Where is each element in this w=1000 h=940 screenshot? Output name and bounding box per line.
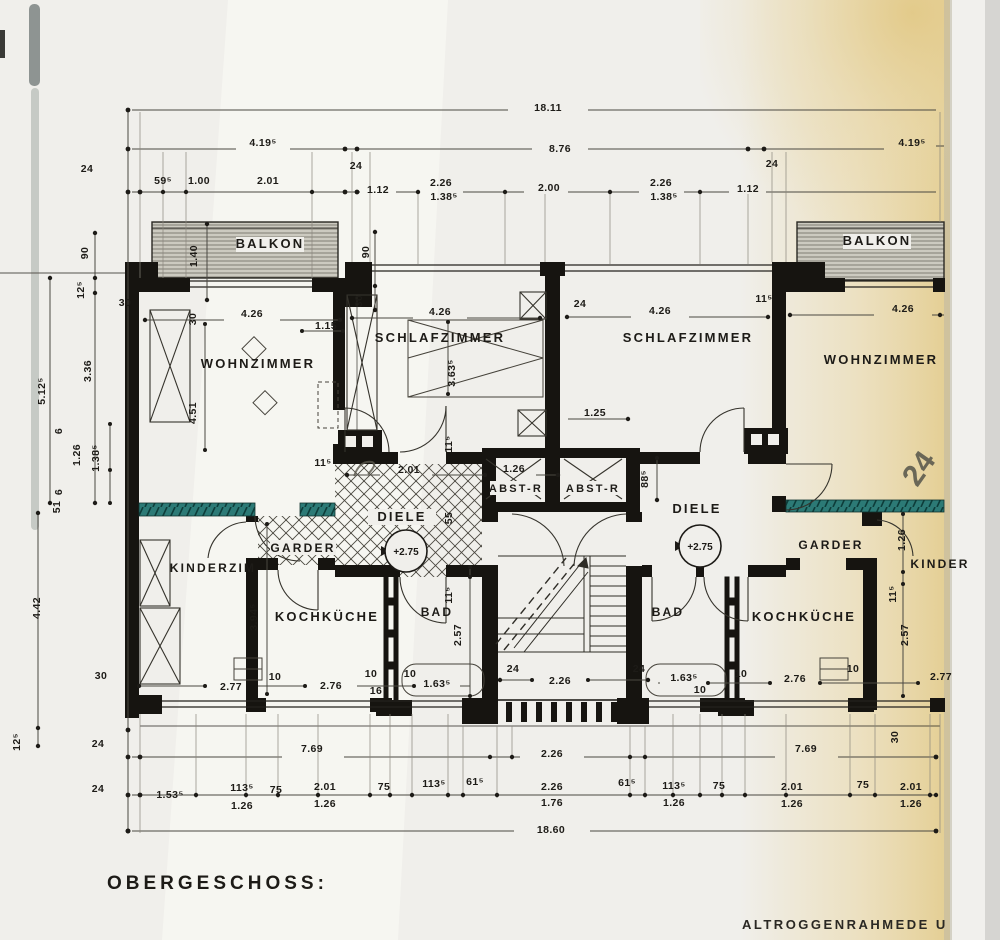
dim-label: 6: [53, 488, 65, 496]
dim-label: 4.26: [648, 305, 672, 317]
room-label: BAD: [420, 605, 454, 619]
dim-label: 24: [91, 783, 105, 795]
room-label: SCHLAFZIMMER: [374, 330, 506, 345]
dim-label: 75: [712, 780, 726, 792]
dim-label: 10: [846, 663, 860, 675]
dim-label: 1.26: [502, 463, 526, 475]
dim-label: 1.38⁵: [90, 444, 102, 472]
dim-label: 2.26: [649, 177, 673, 189]
dim-label: 61⁵: [618, 777, 636, 789]
dim-label: 1.63⁵: [423, 678, 451, 690]
dim-label: 18.11: [534, 102, 562, 114]
dim-label: 4.26: [891, 303, 915, 315]
dim-label: 2.00: [537, 182, 561, 194]
dim-label: 11⁵: [443, 435, 455, 453]
dim-label: 2.01: [256, 175, 280, 187]
dim-label: 3.63⁵: [446, 359, 458, 387]
dim-label: 8.76: [548, 143, 572, 155]
dim-label: 113⁵: [662, 780, 686, 792]
dim-label: 61⁵: [466, 776, 484, 788]
room-label: KINDER: [910, 557, 970, 571]
dim-label: 16: [369, 685, 383, 697]
dim-label: 51: [51, 500, 63, 514]
dim-label: 24: [506, 663, 520, 675]
plan-title: OBERGESCHOSS:: [107, 873, 328, 894]
dim-label: 1.26: [71, 443, 83, 467]
dim-label: 24: [573, 298, 587, 310]
dim-label: 1.26: [662, 797, 686, 809]
dim-label: 10: [364, 668, 378, 680]
dim-label: 30: [353, 294, 365, 308]
dim-label: 2.77: [929, 671, 953, 683]
sheet-edge-seam: [944, 0, 952, 940]
dim-label: 1.25: [583, 407, 607, 419]
dim-label: 2.77: [219, 681, 243, 693]
dim-label: 12⁵: [75, 281, 87, 299]
dim-label: 2.76: [319, 680, 343, 692]
room-label: KOCHKÜCHE: [751, 609, 857, 624]
dim-label: 1.40: [188, 244, 200, 268]
room-label: KINDERZIM: [169, 561, 257, 575]
room-label: KOCHKÜCHE: [274, 609, 380, 624]
dim-label: 1.26: [896, 528, 908, 552]
dim-label: 1.38⁵: [650, 191, 678, 203]
dim-label: 11⁵: [314, 457, 332, 469]
dim-label: 30: [889, 730, 901, 744]
room-label: ABST-R: [565, 483, 621, 495]
dim-label: 10: [403, 668, 417, 680]
dim-label: 75: [377, 781, 391, 793]
dim-label: 10: [693, 684, 707, 696]
dim-label: 1.63⁵: [670, 672, 698, 684]
dim-label: 7.69: [794, 743, 818, 755]
dim-label: 3.94⁵: [248, 603, 260, 631]
background-strip: [985, 0, 1000, 940]
dim-label: 59⁵: [154, 175, 172, 187]
dim-label: 1.76: [540, 797, 564, 809]
dim-label: 2.26: [429, 177, 453, 189]
dim-label: 10: [268, 671, 282, 683]
dim-label: 24: [632, 663, 646, 675]
room-label: BALKON: [235, 236, 305, 251]
room-label: WOHNZIMMER: [200, 356, 316, 371]
dim-label: 2.01: [899, 781, 923, 793]
dim-label: 1.26: [313, 798, 337, 810]
dim-label: 1.38⁵: [430, 191, 458, 203]
dim-label: 4.26: [240, 308, 264, 320]
dim-label: 11⁵: [887, 585, 899, 603]
dim-label: 1.26: [780, 798, 804, 810]
dim-label: 24: [765, 158, 779, 170]
room-label: BAD: [651, 605, 685, 619]
dim-label: 88⁵: [639, 470, 651, 488]
dim-label: 6: [53, 427, 65, 435]
dim-label: 75: [856, 779, 870, 791]
dim-label: 75: [269, 784, 283, 796]
dim-label: 2.26: [540, 781, 564, 793]
dim-label: 113⁵: [422, 778, 446, 790]
dim-label: 24: [349, 160, 363, 172]
dim-label: 2.01: [780, 781, 804, 793]
dim-label: 7.69: [300, 743, 324, 755]
room-label: DIELE: [377, 509, 427, 524]
pencil-annotation: 24: [895, 445, 943, 493]
dim-label: 30: [118, 297, 132, 309]
dim-label: 24: [80, 163, 94, 175]
room-label: WOHNZIMMER: [823, 352, 939, 367]
dim-label: 11⁵: [755, 293, 773, 305]
dim-label: 11⁵: [443, 586, 455, 604]
dim-label: 1.00: [187, 175, 211, 187]
dim-label: 90: [79, 246, 91, 260]
dim-label: 5.12⁵: [36, 377, 48, 405]
room-label: DIELE: [672, 501, 722, 516]
dim-label: 2.01: [313, 781, 337, 793]
dim-label: 4.26: [428, 306, 452, 318]
scan-artifact-line: [31, 88, 39, 530]
scan-artifact-bar: [29, 4, 40, 86]
room-label: GARDER: [270, 541, 336, 555]
dim-label: 1.26: [899, 798, 923, 810]
dim-label: 12⁵: [11, 733, 23, 751]
dim-label: 4.19⁵: [898, 137, 926, 149]
room-label: ABST-R: [488, 483, 544, 495]
dim-label: 2.57: [452, 623, 464, 647]
dim-label: 30: [94, 670, 108, 682]
level-marker-value: +2.75: [393, 547, 419, 558]
dim-label: 2.26: [548, 675, 572, 687]
dim-label: 55: [443, 511, 455, 525]
dim-label: 4.51: [187, 401, 199, 425]
room-label: SCHLAFZIMMER: [622, 330, 754, 345]
level-marker-value: +2.75: [687, 542, 713, 553]
room-label: BALKON: [842, 233, 912, 248]
dim-label: 2.01: [397, 464, 421, 476]
dim-label: 113⁵: [230, 782, 254, 794]
dim-label: 1.26: [230, 800, 254, 812]
dim-label: 1.12: [366, 184, 390, 196]
dim-label: 2.57: [899, 623, 911, 647]
dim-label: 30: [187, 312, 199, 326]
dim-label: 4.19⁵: [249, 137, 277, 149]
dim-label: 2.76: [783, 673, 807, 685]
dim-label: 18.60: [536, 824, 566, 836]
scan-edge-mark: [0, 30, 5, 58]
room-label: GARDER: [798, 538, 864, 552]
dim-label: 4.42: [31, 596, 43, 620]
dim-label: 24: [91, 738, 105, 750]
dim-label: 1.12: [736, 183, 760, 195]
dim-label: 2.26: [540, 748, 564, 760]
dim-label: 3.36: [82, 359, 94, 383]
dim-label: 1.15: [314, 320, 338, 332]
dim-label: 10: [734, 668, 748, 680]
dim-label: 90: [360, 245, 372, 259]
sheet-footer-text: ALTROGGENRAHMEDE U: [742, 917, 948, 932]
dim-label: 1.53⁵: [156, 789, 184, 801]
